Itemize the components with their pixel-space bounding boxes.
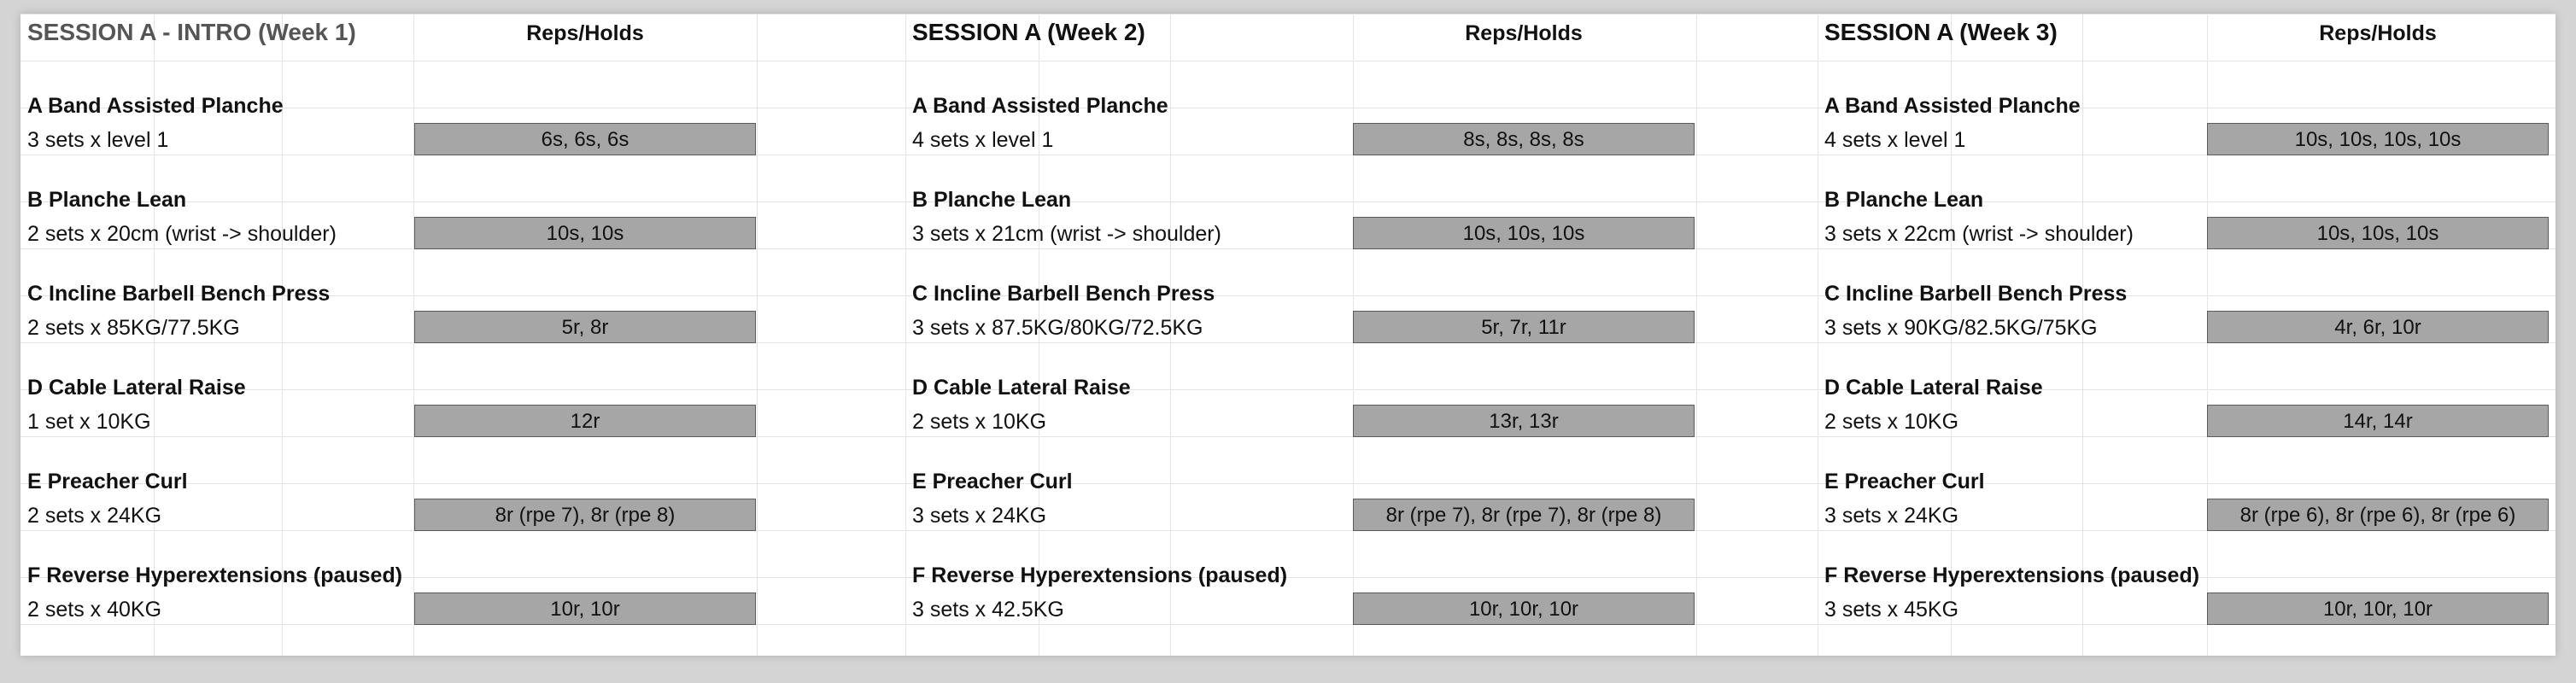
exercise-row (905, 277, 1818, 345)
exercise-sets[interactable]: 2 sets x 85KG/77.5KG (27, 316, 240, 340)
exercise-name[interactable]: B Planche Lean (27, 188, 187, 212)
exercise-name[interactable]: C Incline Barbell Bench Press (912, 282, 1215, 306)
exercise-row (1818, 371, 2556, 439)
exercise-name[interactable]: D Cable Lateral Raise (1824, 376, 2043, 400)
exercise-name[interactable]: F Reverse Hyperextensions (paused) (1824, 563, 2200, 587)
exercise-row (20, 464, 905, 533)
reps-cell[interactable]: 14r, 14r (2207, 405, 2549, 437)
exercise-name[interactable]: A Band Assisted Planche (27, 94, 284, 118)
reps-cell[interactable]: 10r, 10r (414, 593, 756, 625)
reps-cell[interactable]: 5r, 8r (414, 311, 756, 343)
exercise-name[interactable]: A Band Assisted Planche (912, 94, 1168, 118)
exercise-row (1818, 464, 2556, 533)
exercise-name[interactable]: F Reverse Hyperextensions (paused) (27, 563, 403, 587)
reps-cell[interactable]: 8r (rpe 7), 8r (rpe 8) (414, 499, 756, 531)
exercise-sets[interactable]: 3 sets x 21cm (wrist -> shoulder) (912, 222, 1221, 246)
exercise-sets[interactable]: 3 sets x 24KG (912, 504, 1047, 528)
session-title[interactable]: SESSION A (Week 2) (912, 19, 1145, 45)
exercise-sets[interactable]: 2 sets x 40KG (27, 598, 162, 622)
reps-holds-header[interactable]: Reps/Holds (1465, 21, 1583, 45)
reps-cell[interactable]: 6s, 6s, 6s (414, 123, 756, 155)
exercise-sets[interactable]: 3 sets x 22cm (wrist -> shoulder) (1824, 222, 2134, 246)
reps-cell[interactable]: 8r (rpe 7), 8r (rpe 7), 8r (rpe 8) (1353, 499, 1695, 531)
exercise-name[interactable]: E Preacher Curl (27, 470, 188, 493)
session-title[interactable]: SESSION A (Week 3) (1824, 19, 2058, 45)
spreadsheet-sheet (20, 14, 2556, 656)
exercise-name[interactable]: D Cable Lateral Raise (912, 376, 1131, 400)
reps-cell[interactable]: 4r, 6r, 10r (2207, 311, 2549, 343)
exercise-sets[interactable]: 3 sets x 90KG/82.5KG/75KG (1824, 316, 2098, 340)
reps-cell[interactable]: 10r, 10r, 10r (1353, 593, 1695, 625)
reps-holds-header[interactable]: Reps/Holds (526, 21, 644, 45)
exercise-row (1818, 183, 2556, 251)
exercise-sets[interactable]: 2 sets x 10KG (1824, 410, 1959, 434)
exercise-sets[interactable]: 4 sets x level 1 (1824, 128, 1966, 152)
exercise-row (20, 371, 905, 439)
exercise-name[interactable]: C Incline Barbell Bench Press (1824, 282, 2128, 306)
reps-holds-header[interactable]: Reps/Holds (2319, 21, 2437, 45)
reps-cell[interactable]: 8s, 8s, 8s, 8s (1353, 123, 1695, 155)
exercise-row (905, 464, 1818, 533)
exercise-row (905, 183, 1818, 251)
exercise-row (905, 89, 1818, 157)
exercise-sets[interactable]: 2 sets x 20cm (wrist -> shoulder) (27, 222, 337, 246)
session-title[interactable]: SESSION A - INTRO (Week 1) (27, 19, 356, 45)
exercise-sets[interactable]: 1 set x 10KG (27, 410, 151, 434)
reps-cell[interactable]: 10s, 10s, 10s (2207, 217, 2549, 249)
exercise-name[interactable]: B Planche Lean (912, 188, 1072, 212)
reps-cell[interactable]: 10s, 10s (414, 217, 756, 249)
exercise-row (1818, 89, 2556, 157)
exercise-row (20, 89, 905, 157)
reps-cell[interactable]: 12r (414, 405, 756, 437)
exercise-sets[interactable]: 2 sets x 24KG (27, 504, 162, 528)
exercise-sets[interactable]: 3 sets x 42.5KG (912, 598, 1064, 622)
reps-cell[interactable]: 10s, 10s, 10s (1353, 217, 1695, 249)
exercise-name[interactable]: E Preacher Curl (1824, 470, 1985, 493)
exercise-sets[interactable]: 2 sets x 10KG (912, 410, 1047, 434)
reps-cell[interactable]: 8r (rpe 6), 8r (rpe 6), 8r (rpe 6) (2207, 499, 2549, 531)
exercise-sets[interactable]: 3 sets x 24KG (1824, 504, 1959, 528)
reps-cell[interactable]: 5r, 7r, 11r (1353, 311, 1695, 343)
exercise-sets[interactable]: 3 sets x 45KG (1824, 598, 1959, 622)
exercise-row (20, 277, 905, 345)
session-week-1 (20, 14, 905, 656)
reps-cell[interactable]: 10s, 10s, 10s, 10s (2207, 123, 2549, 155)
exercise-name[interactable]: E Preacher Curl (912, 470, 1073, 493)
exercise-row (1818, 558, 2556, 627)
exercise-row (20, 183, 905, 251)
exercise-sets[interactable]: 4 sets x level 1 (912, 128, 1054, 152)
exercise-row (20, 558, 905, 627)
reps-cell[interactable]: 13r, 13r (1353, 405, 1695, 437)
exercise-name[interactable]: B Planche Lean (1824, 188, 1984, 212)
session-week-3 (1818, 14, 2556, 656)
exercise-sets[interactable]: 3 sets x level 1 (27, 128, 169, 152)
exercise-name[interactable]: C Incline Barbell Bench Press (27, 282, 331, 306)
exercise-sets[interactable]: 3 sets x 87.5KG/80KG/72.5KG (912, 316, 1203, 340)
exercise-name[interactable]: D Cable Lateral Raise (27, 376, 246, 400)
exercise-row (1818, 277, 2556, 345)
exercise-name[interactable]: A Band Assisted Planche (1824, 94, 2081, 118)
reps-cell[interactable]: 10r, 10r, 10r (2207, 593, 2549, 625)
exercise-row (905, 371, 1818, 439)
exercise-name[interactable]: F Reverse Hyperextensions (paused) (912, 563, 1288, 587)
exercise-row (905, 558, 1818, 627)
session-week-2 (905, 14, 1818, 656)
